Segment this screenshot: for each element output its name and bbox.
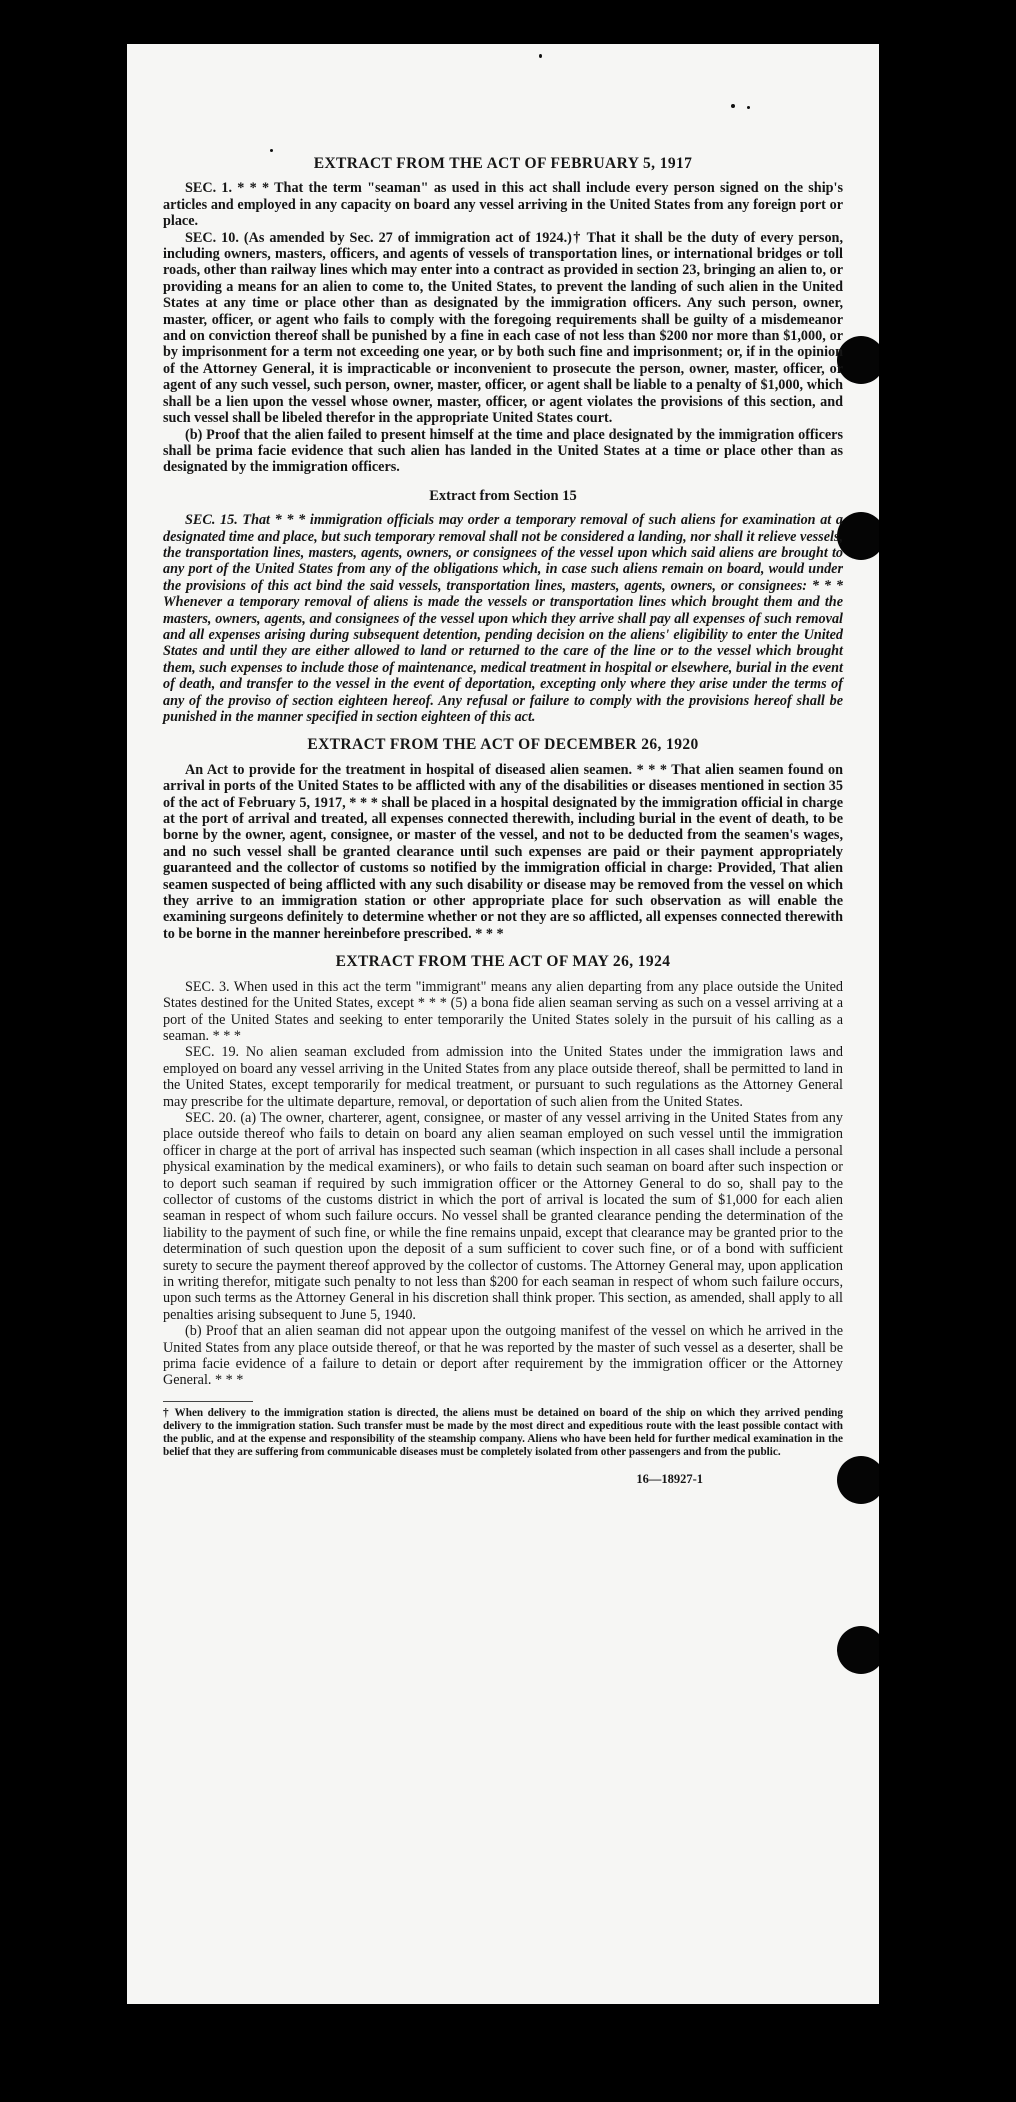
document-body [163, 144, 843, 1487]
paragraph: SEC. 19. No alien seaman excluded from admission into the United States under the immigration laws and employed on board any vessel arriving in the United States from any place outside thereof, shall be permitted to land in the United States, except temporarily for medical treatment, or pursuant to such regulations as the Attorney General may prescribe for the ultimate departure, removal, or deportation of such alien from the United States. [163, 1044, 843, 1110]
paragraph: (b) Proof that the alien failed to present himself at the time and place designated by the immigration officers shall be prima facie evidence that such alien has landed in the United States at a time or place other than as designated by the immigration officers. [163, 426, 843, 476]
speck-mark [731, 104, 735, 108]
punch-hole [837, 336, 879, 384]
paragraph: SEC. 10. (As amended by Sec. 27 of immigration act of 1924.)† That it shall be the duty of every person, including owners, masters, officers, and agents of vessels of transportation lines, or international bridges or toll roads, other than railway lines which may enter into a contract as provided in section 23, bringing an alien to, or providing a means for an alien to come to, the United States, to prevent the landing of such alien in the United States at any time or place other than as designated by the immigration officers. Any such person, owner, master, officer, or agent who fails to comply with the foregoing requirements shall be guilty of a misdemeanor and on conviction thereof shall be punished by a fine in each case of not less than $200 nor more than $1,000, or by imprisonment for a term not exceeding one year, or by both such fine and imprisonment; or, if in the opinion of the Attorney General, it is impracticable or inconvenient to prosecute the person, owner, master, officer, or agent of any such vessel, such person, owner, master, officer, or agent shall be liable to a penalty of $1,000, which shall be a lien upon the vessel whose owner, master, officer, or agent violates the provisions of this section, and such vessel shall be libeled therefor in the appropriate United States court. [163, 229, 843, 427]
paragraph: SEC. 1. * * * That the term "seaman" as used in this act shall include every person signed on the ship's articles and employed in any capacity on board any vessel arriving in the United States from any foreign port or place. [163, 180, 843, 230]
speck-mark [539, 54, 542, 58]
section-heading: EXTRACT FROM THE ACT OF FEBRUARY 5, 1917 [313, 155, 693, 172]
punch-hole [837, 512, 879, 560]
section-heading: EXTRACT FROM THE ACT OF MAY 26, 1924 [335, 953, 671, 971]
paragraph: SEC. 3. When used in this act the term "immigrant" means any alien departing from any place outside the United States destined for the United States, except * * * (5) a bona fide alien seaman serving as such on a vessel arriving at a port of the United States and seeking to enter temporarily the United States solely in the pursuit of his calling as a seaman. * * * [163, 978, 843, 1044]
document-page [127, 44, 879, 2004]
section-heading: EXTRACT FROM THE ACT OF DECEMBER 26, 1920 [307, 736, 699, 754]
speck-mark [747, 106, 750, 109]
document-number: 16—18927-1 [636, 1471, 703, 1486]
footnote-divider [163, 1401, 253, 1402]
footnote: † When delivery to the immigration station is directed, the aliens must be detained on board of the ship on which they arrived pending delivery to the immigration station. Such transfer must be made by the most direct and expeditious route with the least possible contact with the public, and at the expense and responsibility of the steamship company. Aliens who have been held for further medical examination in the belief that they are suffering from communicable diseases must be completely isolated from other passengers and from the public. [163, 1406, 843, 1458]
paragraph: SEC. 15. That * * * immigration officials may order a temporary removal of such aliens for examination at a designated time and place, but such temporary removal shall not be considered a landing, nor shall it relieve vessels, the transportation lines, masters, agents, owners, or consignees of the vessel upon which said aliens are brought to any port of the United States from any of the obligations which, in case such aliens remain on board, would under the provisions of this act bind the said vessels, transportation lines, masters, agents, owners, or consignees: * * * Whenever a temporary removal of aliens is made the vessels or transportation lines which brought them and the masters, owners, agents, and consignees of the vessel upon which they arrive shall pay all expenses of such removal and all expenses arising during subsequent detention, pending decision on the aliens' eligibility to enter the United States and until they are either allowed to land or returned to the care of the line or to the vessel which brought them, such expenses to include those of maintenance, medical treatment in hospital or elsewhere, burial in the event of death, and transfer to the vessel in the event of deportation, excepting only where they arise under the terms of any of the proviso of section eighteen hereof. Any refusal or failure to comply with the provisions hereof shall be punished in the manner specified in section eighteen of this act. [163, 512, 843, 725]
paragraph: (b) Proof that an alien seaman did not appear upon the outgoing manifest of the vessel on which he arrived in the United States from any place outside thereof, or that he was reported by the master of such vessel as a deserter, shall be prima facie evidence of a failure to detain or deport after requirement by the immigration officer or the Attorney General. * * * [163, 1323, 843, 1389]
punch-hole [837, 1626, 879, 1674]
paragraph: SEC. 20. (a) The owner, charterer, agent, consignee, or master of any vessel arriving in the United States from any place outside thereof who fails to detain on board any alien seaman employed on such vessel until the immigration officer in charge at the port of arrival has inspected such seaman (which inspection in all cases shall include a personal physical examination by the medical examiners), or who fails to detain such seaman on board after such inspection or to deport such seaman if required by such immigration officer or the Attorney General to do so, shall pay to the collector of customs of the customs district in which the port of arrival is located the sum of $1,000 for each alien seaman in respect of whom such failure occurs. No vessel shall be granted clearance pending the determination of the liability to the payment of such fine, or while the fine remains unpaid, except that clearance may be granted prior to the determination of such question upon the deposit of a sum sufficient to cover such fine, or of a bond with sufficient surety to secure the payment thereof approved by the collector of customs. The Attorney General may, upon application in writing therefor, mitigate such penalty to not less than $200 for each seaman in respect of whom such failure occurs, upon such terms as the Attorney General in his discretion shall think proper. This section, as amended, shall apply to all penalties arising subsequent to June 5, 1940. [163, 1109, 843, 1323]
section-subheading: Extract from Section 15 [429, 487, 577, 504]
paragraph: An Act to provide for the treatment in hospital of diseased alien seamen. * * * That alien seamen found on arrival in ports of the United States to be afflicted with any of the disabilities or diseases mentioned in section 35 of the act of February 5, 1917, * * * shall be placed in a hospital designated by the immigration official in charge at the port of arrival and treated, all expenses connected therewith, including burial in the event of death, to be borne by the owner, agent, consignee, or master of the vessel, and not to be deducted from the seamen's wages, and no such vessel shall be granted clearance until such expenses are paid or their payment appropriately guaranteed and the collector of customs so notified by the immigration official in charge: Provided, That alien seamen suspected of being afflicted with any such disability or disease may be removed from the vessel on which they arrive to an immigration station or other appropriate place for such observation as will enable the examining surgeons definitely to determine whether or not they are so afflicted, all expenses connected therewith to be borne in the manner hereinbefore prescribed. * * * [163, 761, 843, 942]
punch-hole [837, 1456, 879, 1504]
